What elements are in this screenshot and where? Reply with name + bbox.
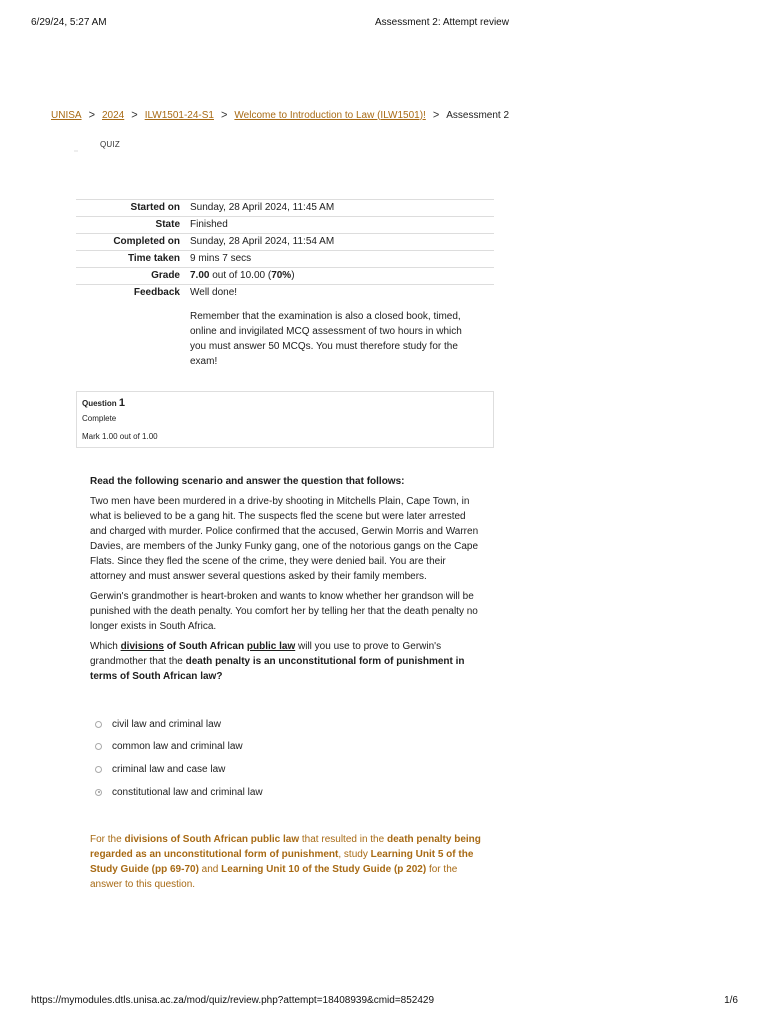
feedback-text: For the bbox=[90, 834, 125, 845]
summary-row-grade bbox=[76, 268, 494, 285]
print-title: Assessment 2: Attempt review bbox=[375, 17, 509, 28]
summary-row-started bbox=[76, 200, 494, 217]
print-url: https://mymodules.dtls.unisa.ac.za/mod/quiz/review.php?attempt=18408939&cmid=852429 bbox=[31, 995, 435, 1006]
summary-label: Feedback bbox=[76, 285, 185, 372]
feedback-note: Remember that the examination is also a closed book, timed, online and invigilated MCQ assessment of two hours in which you must answer 50 MCQs. You must therefore study for the exam! bbox=[190, 311, 462, 367]
question-prefix: Question bbox=[82, 399, 119, 408]
answer-label: common law and criminal law bbox=[112, 741, 243, 753]
breadcrumb-item-year[interactable]: 2024 bbox=[102, 109, 125, 121]
attempt-summary-table bbox=[76, 199, 494, 371]
question-mark: Mark 1.00 out of 1.00 bbox=[82, 432, 158, 441]
chevron-right-icon: > bbox=[131, 108, 138, 122]
radio-icon[interactable] bbox=[95, 743, 102, 750]
answer-label: criminal law and case law bbox=[112, 763, 226, 775]
grade-percent: 70% bbox=[271, 270, 292, 281]
prompt-emphasis: of South African bbox=[163, 641, 247, 652]
radio-selected-icon[interactable] bbox=[95, 789, 102, 796]
answer-options bbox=[95, 713, 263, 803]
summary-value: 9 mins 7 secs bbox=[185, 251, 494, 268]
breadcrumb bbox=[51, 109, 509, 121]
question-info-box bbox=[76, 391, 494, 448]
activity-type-label: QUIZ bbox=[100, 140, 120, 149]
general-feedback bbox=[90, 832, 486, 892]
answer-option-selected[interactable] bbox=[95, 781, 263, 804]
prompt-emphasis: death penalty is an unconstitutional form of punishment in terms of South African law? bbox=[90, 656, 465, 682]
breadcrumb-item-course-code[interactable]: ILW1501-24-S1 bbox=[144, 109, 214, 121]
grade-value bbox=[185, 268, 494, 285]
radio-icon[interactable] bbox=[95, 721, 102, 728]
summary-label: Completed on bbox=[76, 234, 185, 251]
grade-text: out of 10.00 ( bbox=[209, 270, 272, 281]
summary-label: State bbox=[76, 217, 185, 234]
question-text bbox=[90, 474, 482, 689]
scenario-paragraph-2: Gerwin's grandmother is heart-broken and wants to know whether her grandson will be punished with the death penalty. You comfort her by telling her that the death penalty no longer exists in South Africa. bbox=[90, 591, 478, 632]
scenario-paragraph-1: Two men have been murdered in a drive-by shooting in Mitchells Plain, Cape Town, in what is believed to be a gang hit. The suspects fled the scene but were later arrested and charged with murder. Police confirmed that the accused, Gerwin Morris and Warren Davies, are members of the Junky Funky gang, one of the notorious gangs on the Cape Flats. Since they fled the scene of the crime, they were denied bail. You are their attorney and must answer several questions asked by their family members. bbox=[90, 496, 479, 582]
summary-row-completed bbox=[76, 234, 494, 251]
answer-option[interactable] bbox=[95, 736, 263, 759]
answer-label: civil law and criminal law bbox=[112, 718, 221, 730]
question-state: Complete bbox=[82, 414, 117, 423]
question-number bbox=[82, 397, 125, 409]
feedback-text: that resulted in the bbox=[299, 834, 387, 845]
feedback-value bbox=[185, 285, 494, 372]
feedback-emphasis: Learning Unit 10 of the Study Guide (p 202) bbox=[221, 864, 427, 875]
breadcrumb-item-course-welcome[interactable]: Welcome to Introduction to Law (ILW1501)! bbox=[234, 109, 426, 121]
feedback-text: for the answer to this question. bbox=[90, 864, 458, 890]
prompt-text: will you use to prove to Gerwin's grandmother that the bbox=[90, 641, 442, 667]
prompt-text: Which bbox=[90, 641, 121, 652]
grade-text-end: ) bbox=[291, 270, 295, 281]
summary-value: Sunday, 28 April 2024, 11:45 AM bbox=[185, 200, 494, 217]
answer-label: constitutional law and criminal law bbox=[112, 786, 263, 798]
breadcrumb-item-unisa[interactable]: UNISA bbox=[51, 109, 82, 121]
feedback-emphasis: Learning Unit 5 of the Study Guide (pp 69-70) bbox=[90, 849, 474, 875]
summary-row-time-taken bbox=[76, 251, 494, 268]
prompt-emphasis: public law bbox=[246, 641, 296, 652]
answer-option[interactable] bbox=[95, 713, 263, 736]
answer-option[interactable] bbox=[95, 758, 263, 781]
feedback-emphasis: divisions of South African public law bbox=[124, 834, 300, 845]
feedback-emphasis: death penalty being regarded as an unconstitutional form of punishment bbox=[90, 834, 481, 860]
summary-row-feedback bbox=[76, 285, 494, 372]
prompt-emphasis: divisions bbox=[120, 641, 164, 652]
question-number-value: 1 bbox=[118, 397, 126, 409]
summary-value: Finished bbox=[185, 217, 494, 234]
feedback-text: and bbox=[198, 864, 222, 875]
summary-label: Grade bbox=[76, 268, 185, 285]
print-date: 6/29/24, 5:27 AM bbox=[31, 17, 107, 28]
summary-label: Started on bbox=[76, 200, 185, 217]
summary-label: Time taken bbox=[76, 251, 185, 268]
summary-row-state bbox=[76, 217, 494, 234]
breadcrumb-item-current: Assessment 2 bbox=[446, 109, 510, 121]
scenario-intro: Read the following scenario and answer the question that follows: bbox=[90, 476, 405, 487]
print-page-number: 1/6 bbox=[724, 995, 738, 1006]
chevron-right-icon: > bbox=[220, 108, 228, 122]
quiz-icon bbox=[74, 150, 78, 152]
grade-score: 7.00 bbox=[190, 270, 210, 281]
chevron-right-icon: > bbox=[432, 108, 440, 122]
question-prompt bbox=[90, 639, 482, 684]
feedback-text: , study bbox=[338, 849, 371, 860]
chevron-right-icon: > bbox=[88, 108, 95, 122]
summary-value: Sunday, 28 April 2024, 11:54 AM bbox=[185, 234, 494, 251]
radio-icon[interactable] bbox=[95, 766, 102, 773]
feedback-text: Well done! bbox=[190, 287, 238, 298]
